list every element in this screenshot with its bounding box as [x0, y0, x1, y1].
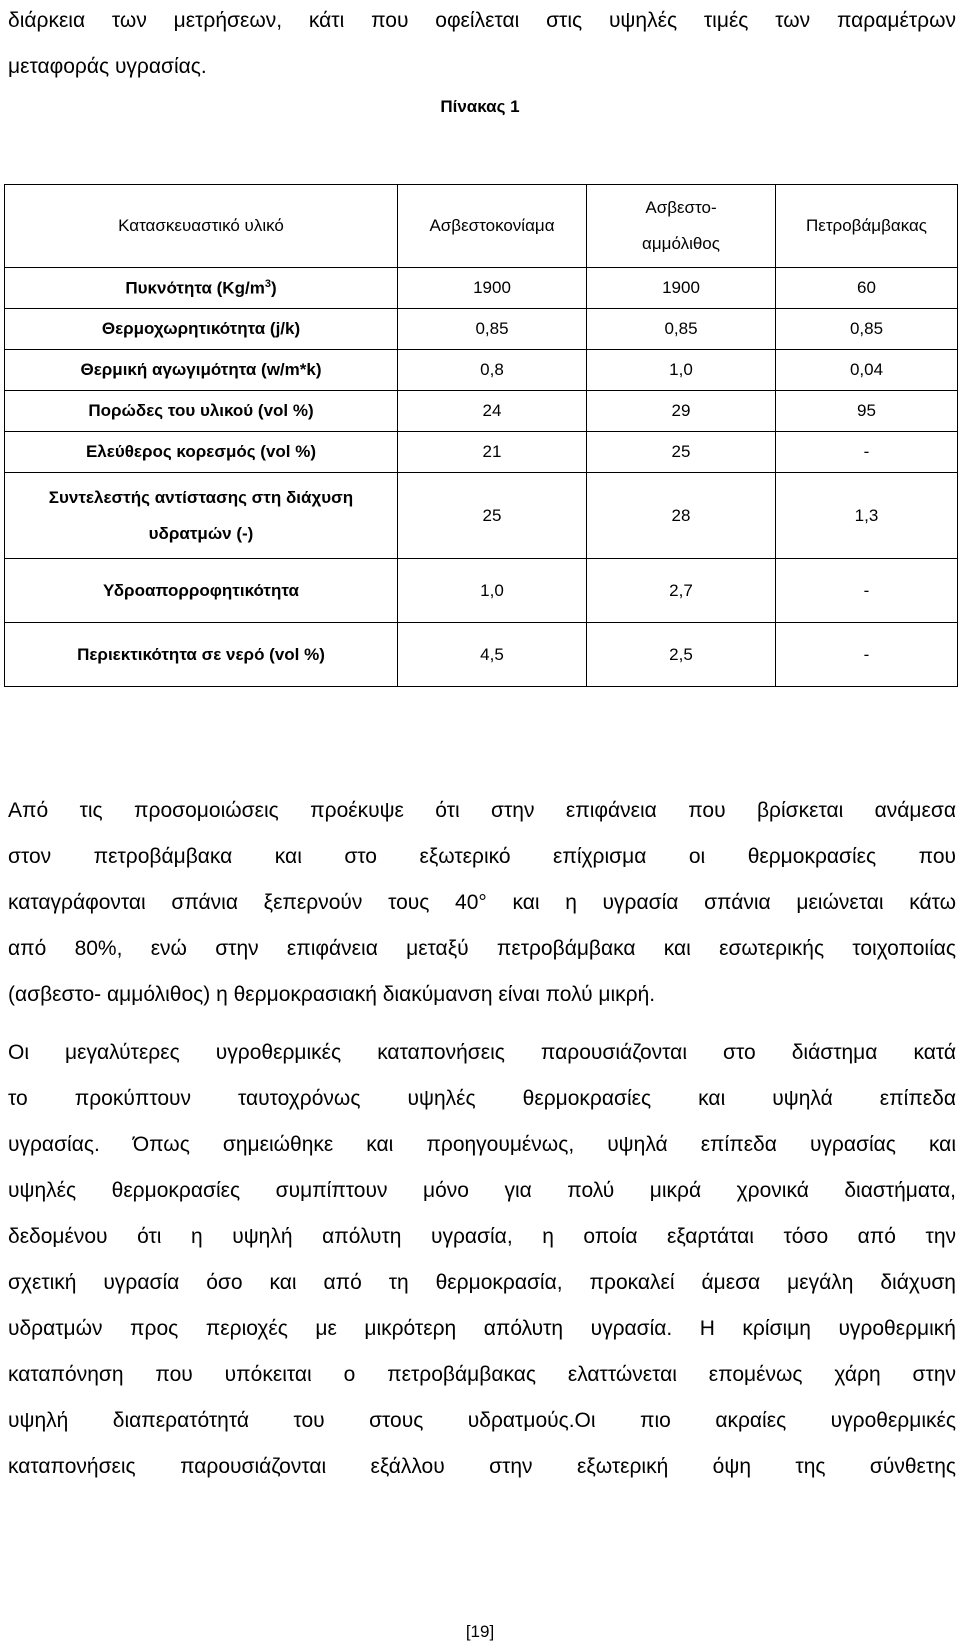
- text-line: υψηλές θερμοκρασίες συμπίπτουν μόνο για πολύ μικρά χρονικά διαστήματα,: [8, 1179, 956, 1202]
- text-line: καταγράφονται σπάνια ξεπερνούν τους 40° και η υγρασία σπάνια μειώνεται κάτω: [8, 891, 956, 914]
- table-cell: 1,3: [776, 473, 958, 559]
- header-cell: Ασβεστοκονίαμα: [398, 185, 587, 268]
- text-line: στον πετροβάμβακα και στο εξωτερικό επίχρισμα οι θερμοκρασίες που: [8, 845, 956, 868]
- table-header-row: [5, 185, 958, 268]
- table-cell: 21: [398, 432, 587, 473]
- table-cell: 1900: [587, 268, 776, 309]
- table-row: [5, 559, 958, 623]
- table-caption: Πίνακας 1: [440, 97, 520, 116]
- text-line: υγρασίας. Όπως σημειώθηκε και προηγουμένως, υψηλά επίπεδα υγρασίας και: [8, 1133, 956, 1156]
- row-label-line: υδρατμών (-): [148, 523, 254, 543]
- header-cell: Κατασκευαστικό υλικό: [5, 185, 398, 268]
- header-cell: [587, 185, 776, 268]
- row-label: Πυκνότητα $(Kg/m^3)$: [5, 268, 398, 309]
- text-line: μεταφοράς υγρασίας.: [8, 55, 207, 78]
- text-line: δεδομένου ότι η υψηλή απόλυτη υγρασία, η οποία εξαρτάται τόσο από την: [8, 1225, 956, 1248]
- materials-table: [4, 184, 958, 687]
- row-label: Περιεκτικότητα σε νερό (vol %): [5, 623, 398, 687]
- text-line: καταπόνηση που υπόκειται ο πετροβάμβακας ελαττώνεται επομένως χάρη στην: [8, 1363, 956, 1386]
- text-line: υψηλή διαπερατότητά του στους υδρατμούς.Οι πιο ακραίες υγροθερμικές: [8, 1409, 956, 1432]
- text-line: σχετική υγρασία όσο και από τη θερμοκρασία, προκαλεί άμεσα μεγάλη διάχυση: [8, 1271, 956, 1294]
- table-cell: 2,5: [587, 623, 776, 687]
- table-cell: 0,8: [398, 350, 587, 391]
- table-row: [5, 268, 958, 309]
- paragraph-stress: [8, 1030, 956, 1490]
- table-cell: 0,04: [776, 350, 958, 391]
- text-line: το προκύπτουν ταυτοχρόνως υψηλές θερμοκρασίες και υψηλά επίπεδα: [8, 1087, 956, 1110]
- table-cell: 60: [776, 268, 958, 309]
- row-label-line: Συντελεστής αντίστασης στη διάχυση: [48, 487, 354, 507]
- row-label: Θερμική αγωγιμότητα (w/m*k): [5, 350, 398, 391]
- table-cell: -: [776, 623, 958, 687]
- text-line: Από τις προσομοιώσεις προέκυψε ότι στην επιφάνεια που βρίσκεται ανάμεσα: [8, 799, 956, 822]
- table-cell: 0,85: [398, 309, 587, 350]
- text-line: Οι μεγαλύτερες υγροθερμικές καταπονήσεις παρουσιάζονται στο διάστημα κατά: [8, 1041, 956, 1064]
- table-row: [5, 391, 958, 432]
- row-label: Θερμοχωρητικότητα (j/k): [5, 309, 398, 350]
- table-cell: 95: [776, 391, 958, 432]
- table-row: [5, 350, 958, 391]
- table-row: [5, 432, 958, 473]
- table-cell: 25: [398, 473, 587, 559]
- table-cell: 1900: [398, 268, 587, 309]
- table-cell: 0,85: [776, 309, 958, 350]
- table-cell: 29: [587, 391, 776, 432]
- row-label: Πορώδες του υλικού (vol %): [5, 391, 398, 432]
- text-line: από 80%, ενώ στην επιφάνεια μεταξύ πετροβάμβακα και εσωτερικής τοιχοποιίας: [8, 937, 956, 960]
- superscript: 3: [264, 277, 271, 290]
- text-line: υδρατμών προς περιοχές με μικρότερη απόλυτη υγρασία. Η κρίσιμη υγροθερμική: [8, 1317, 956, 1340]
- row-label: [5, 473, 398, 559]
- text-line: διάρκεια των μετρήσεων, κάτι που οφείλεται στις υψηλές τιμές των παραμέτρων: [8, 9, 956, 32]
- header-cell: Πετροβάμβακας: [776, 185, 958, 268]
- row-label: Υδροαπορροφητικότητα: [5, 559, 398, 623]
- table-cell: 0,85: [587, 309, 776, 350]
- table-cell: -: [776, 432, 958, 473]
- intro-paragraph: [8, 0, 956, 90]
- text-line: καταπονήσεις παρουσιάζονται εξάλλου στην εξωτερική όψη της σύνθετης: [8, 1455, 956, 1478]
- table-cell: 2,7: [587, 559, 776, 623]
- table-cell: 1,0: [398, 559, 587, 623]
- table-row: [5, 473, 958, 559]
- header-cell-line: αμμόλιθος: [642, 234, 720, 253]
- table-cell: 24: [398, 391, 587, 432]
- table-cell: 28: [587, 473, 776, 559]
- paragraph-simulation: [8, 788, 956, 1018]
- table-cell: 1,0: [587, 350, 776, 391]
- table-row: [5, 623, 958, 687]
- table-cell: -: [776, 559, 958, 623]
- page-number: [19]: [465, 1622, 495, 1641]
- text-line: (ασβεστο- αμμόλιθος) η θερμοκρασιακή διακύμανση είναι πολύ μικρή.: [8, 983, 656, 1006]
- row-label: Ελεύθερος κορεσμός (vol %): [5, 432, 398, 473]
- header-cell-line: Ασβεστο-: [645, 198, 717, 217]
- table-cell: 4,5: [398, 623, 587, 687]
- table-row: [5, 309, 958, 350]
- table-cell: 25: [587, 432, 776, 473]
